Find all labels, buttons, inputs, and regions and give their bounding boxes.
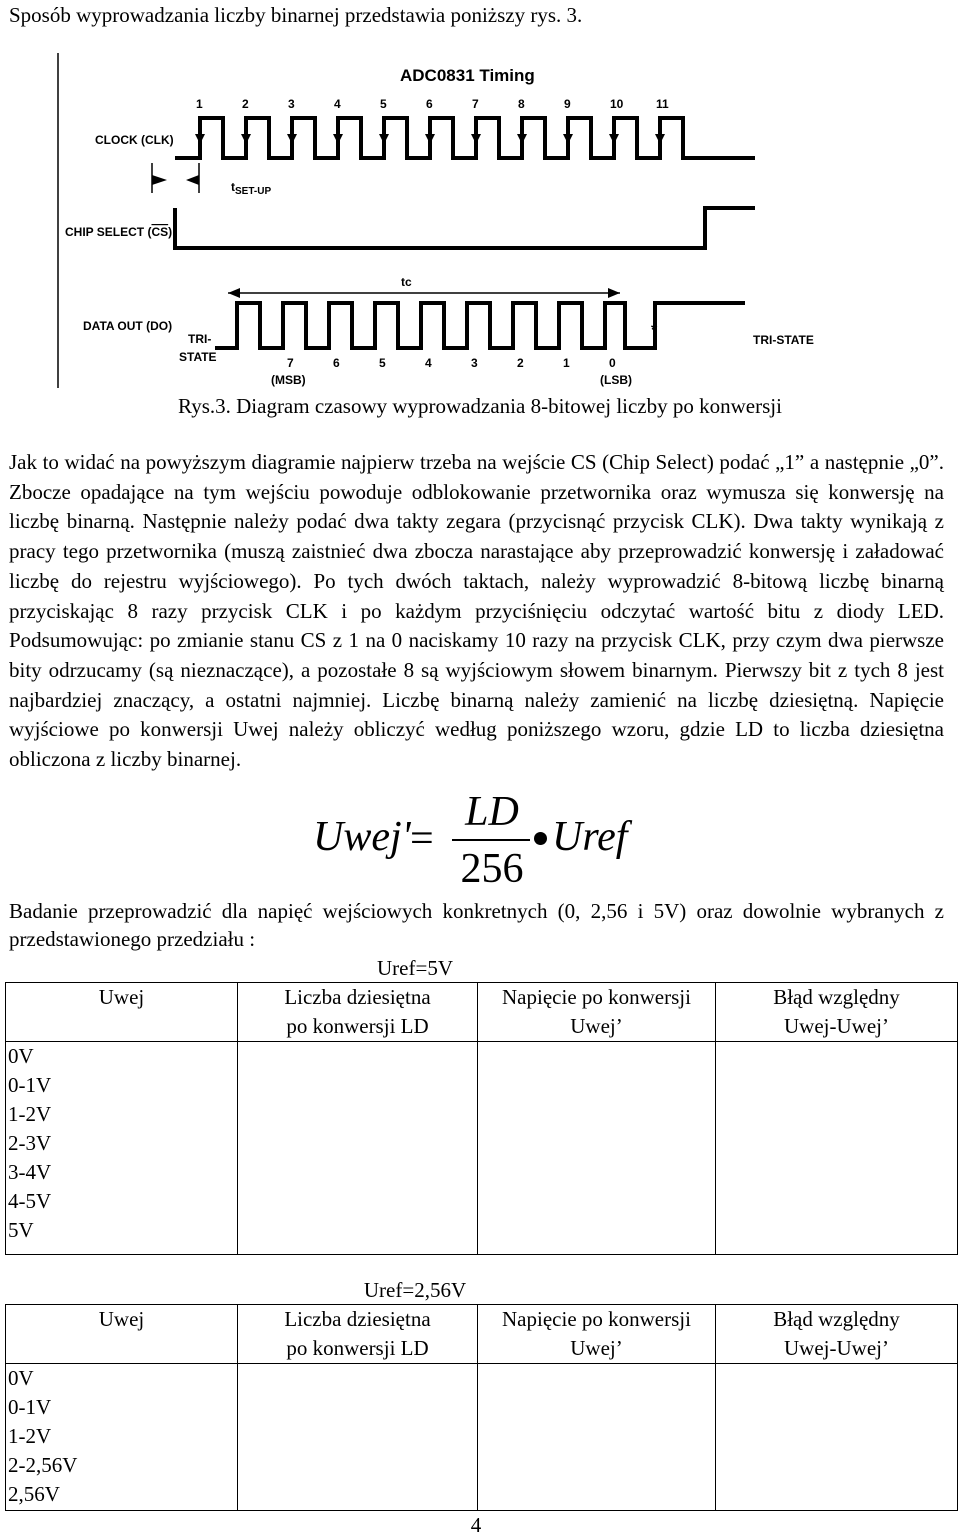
bit-number: 6 — [333, 356, 340, 370]
multiplication-dot — [534, 832, 547, 845]
table1-row-labels — [6, 1042, 238, 1255]
table-row: 0-1V — [8, 1395, 52, 1419]
table-row: 2-3V — [8, 1131, 52, 1155]
table2-header-ld: Liczba dziesiętna po konwersji LD — [238, 1305, 478, 1364]
formula-denominator: 256 — [460, 846, 524, 892]
bit-number: 5 — [379, 356, 386, 370]
table-row: 3-4V — [8, 1160, 52, 1184]
table-row: 2-2,56V — [8, 1453, 78, 1477]
table-row: 1-2V — [8, 1102, 52, 1126]
clock-edge-arrow — [195, 134, 205, 144]
intro-text: Sposób wyprowadzania liczby binarnej przedstawia poniższy rys. 3. — [9, 3, 583, 27]
clock-edge-arrow — [333, 134, 343, 144]
table1-header-error: Błąd względny Uwej-Uwej’ — [716, 983, 958, 1042]
table1-header-uwej: Uwej — [6, 983, 238, 1042]
clock-edge-arrow — [241, 134, 251, 144]
clock-edge-arrow — [425, 134, 435, 144]
tc-arrow-left — [228, 288, 240, 298]
clock-edge-arrows — [195, 134, 665, 144]
clock-edge-arrow — [655, 134, 665, 144]
clock-number: 2 — [242, 97, 249, 111]
formula-numerator: LD — [465, 789, 519, 835]
table2-header-row — [6, 1305, 958, 1364]
table-row: 4-5V — [8, 1189, 52, 1213]
clock-number: 9 — [564, 97, 571, 111]
data-out-waveform — [215, 303, 745, 348]
setup-time-label: $t_{SET-UP}$ — [231, 180, 272, 197]
bit-number: 7 — [287, 356, 294, 370]
fraction-bar — [452, 839, 530, 841]
table2-header-error: Błąd względny Uwej-Uwej’ — [716, 1305, 958, 1364]
diagram-title: ADC0831 Timing — [400, 66, 535, 85]
clock-number: 7 — [472, 97, 479, 111]
table2-ld-cell[interactable] — [238, 1364, 478, 1511]
clock-number-group — [196, 97, 669, 111]
clock-edge-arrow — [471, 134, 481, 144]
table-row: 2,56V — [8, 1482, 60, 1506]
table1 — [5, 982, 958, 1255]
task-paragraph: Badanie przeprowadzić dla napięć wejściowych konkretnych (0, 2,56 i 5V) oraz dowolnie wybranych z przedstawionego przedziału : — [9, 899, 944, 951]
clock-edge-arrow — [379, 134, 389, 144]
setup-arrow-left — [152, 175, 167, 185]
clock-number: 8 — [518, 97, 525, 111]
table-row: 5V — [8, 1218, 34, 1242]
table1-header-ld: Liczba dziesiętna po konwersji LD — [238, 983, 478, 1042]
formula-equals: = — [410, 816, 434, 862]
clock-number: 10 — [610, 97, 624, 111]
data-out-label: DATA OUT (DO) — [83, 319, 173, 333]
table2-error-cell[interactable] — [716, 1364, 958, 1511]
adc-timing-diagram — [55, 48, 915, 393]
table-row: 0V — [8, 1366, 34, 1390]
table-row: 0-1V — [8, 1073, 52, 1097]
formula-lhs: Uwej' — [313, 814, 411, 860]
table1-header-row — [6, 983, 958, 1042]
table2-header-voltage: Napięcie po konwersji Uwej’ — [478, 1305, 716, 1364]
page-number: 4 — [470, 1513, 482, 1537]
tristate-right: TRI-STATE — [753, 333, 814, 347]
bit-number: 4 — [425, 356, 432, 370]
clock-number: 11 — [656, 97, 669, 111]
msb-label: (MSB) — [271, 373, 306, 387]
setup-arrow-right — [186, 175, 199, 185]
clock-edge-arrow — [609, 134, 619, 144]
tristate-left-2: STATE — [179, 350, 217, 364]
asterisk-label: * — [651, 322, 658, 339]
table1-title: Uref=5V — [377, 956, 453, 980]
table-row: 1-2V — [8, 1424, 52, 1448]
clock-number: 6 — [426, 97, 433, 111]
body-paragraph: Jak to widać na powyższym diagramie najpierw trzeba na wejście CS (Chip Select) podać „1” a następnie „0”. Zbocze opadające na tym wejściu powoduje odblokowanie przetwornika oraz wymusza się konwersję na liczbę binarną. Następnie należy podać dwa takty zegara (przycisnąć przycisk CLK). Dwa takty wynikają z pracy tego przetwornika (muszą zaistnieć dwa zbocza narastające aby przeprowadzić konwersję i załadować liczbę do rejestru wyjściowego). Po tych dwóch taktach, należy wyprowadzić 8-bitową liczbę binarną przyciskając 8 razy przycisk CLK i po każdym przyciśnięciu odczytać wartość bitu z diody LED. Podsumowując: po zmianie stanu CS z 1 na 0 naciskamy 10 razy na przycisk CLK, przy czym dwa pierwsze bity odrzucamy (są nieznaczące), a pozostałe 8 są wyjściowym słowem binarnym. Pierwszy bit z tych 8 jest najbardziej znaczący, a ostatni najmniej. Liczbę binarną należy zamienić na liczbę dziesiętną. Napięcie wyjściowe po konwersji Uwej należy obliczyć według poniższego wzoru, gdzie LD to liczba dziesiętna obliczona z liczby binarnej. — [9, 450, 944, 772]
clock-number: 5 — [380, 97, 387, 111]
table-row: 0V — [8, 1044, 34, 1068]
table2-body-row — [6, 1364, 958, 1511]
table1-error-cell[interactable] — [716, 1042, 958, 1255]
clock-edge-arrow — [287, 134, 297, 144]
clock-label: CLOCK (CLK) — [95, 133, 174, 147]
tristate-left-1: TRI- — [188, 332, 212, 346]
table1-voltage-cell[interactable] — [478, 1042, 716, 1255]
table2-voltage-cell[interactable] — [478, 1364, 716, 1511]
chip-select-label: CHIP SELECT (CS) — [65, 225, 173, 239]
tc-arrow-right — [608, 288, 620, 298]
tc-label: tc — [401, 275, 412, 289]
figure-caption: Rys.3. Diagram czasowy wyprowadzania 8-bitowej liczby po konwersji — [178, 394, 782, 418]
table1-ld-cell[interactable] — [238, 1042, 478, 1255]
bit-number: 3 — [471, 356, 478, 370]
formula — [310, 789, 650, 896]
table2-title: Uref=2,56V — [363, 1278, 467, 1302]
clock-waveform — [175, 118, 755, 158]
table2-header-uwej: Uwej — [6, 1305, 238, 1364]
clock-number: 4 — [334, 97, 341, 111]
table1-body-row — [6, 1042, 958, 1255]
bit-number-group — [287, 356, 616, 370]
bit-number: 1 — [563, 356, 570, 370]
bit-number: 2 — [517, 356, 524, 370]
formula-rhs: Uref — [552, 814, 628, 860]
clock-edge-arrow — [517, 134, 527, 144]
lsb-label: (LSB) — [600, 373, 632, 387]
table1-header-voltage: Napięcie po konwersji Uwej’ — [478, 983, 716, 1042]
bit-number: 0 — [609, 356, 616, 370]
chip-select-waveform — [175, 208, 755, 248]
table2 — [5, 1304, 958, 1511]
clock-number: 3 — [288, 97, 295, 111]
clock-number: 1 — [196, 97, 203, 111]
clock-edge-arrow — [563, 134, 573, 144]
table2-row-labels — [6, 1364, 238, 1511]
